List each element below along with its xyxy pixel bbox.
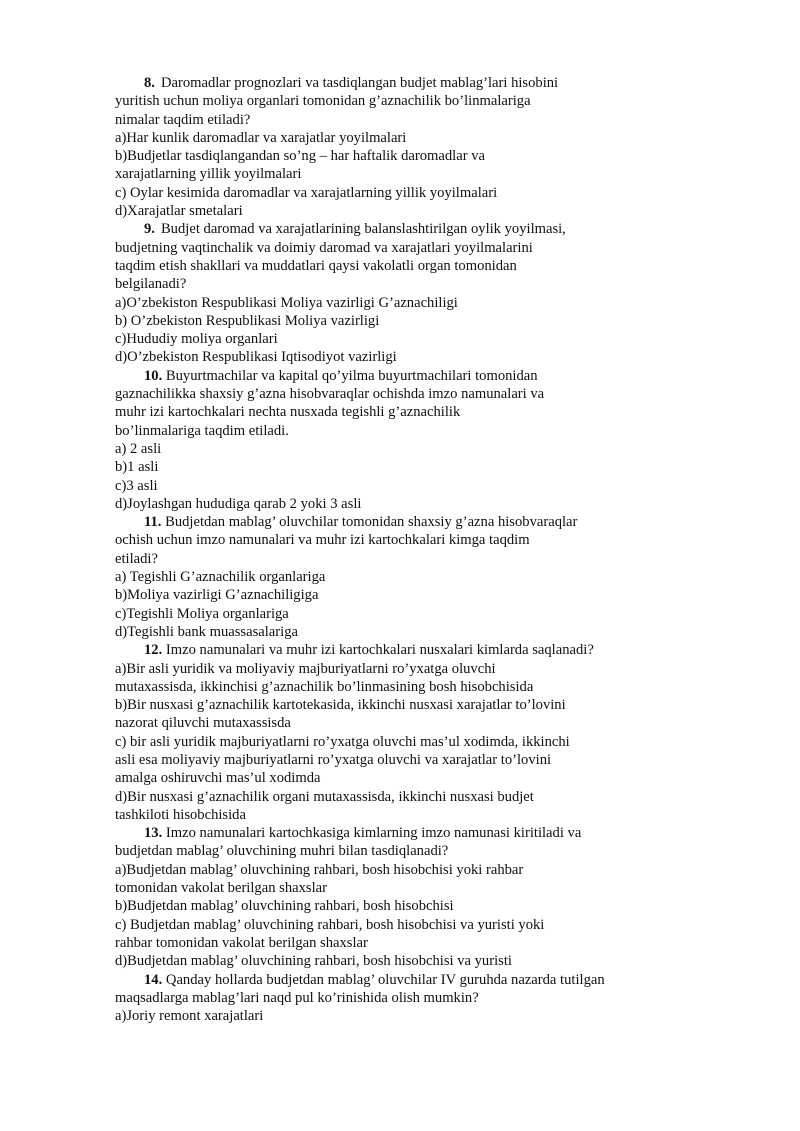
question-text: Qanday hollarda budjetdan mablag’ oluvchilar IV guruhda nazarda tutilgan [165, 971, 605, 988]
question-text-line: gaznachilikka shaxsiy g’azna hisobvaraqlar ochishda imzo namunalari va [115, 386, 545, 403]
answer-option-line: tomonidan vakolat berilgan shaxslar [115, 880, 327, 897]
answer-option-line: a)Har kunlik daromadlar va xarajatlar yoyilmalari [115, 129, 407, 146]
answer-option-line: xarajatlarning yillik yoyilmalari [115, 166, 302, 183]
answer-option-line: amalga oshiruvchi mas’ul xodimda [115, 770, 321, 787]
question-block [115, 74, 675, 220]
answer-option-line: c) bir asli yuridik majburiyatlarni ro’yxatga oluvchi mas’ul xodimda, ikkinchi [115, 733, 570, 750]
question-text: Daromadlar prognozlari va tasdiqlangan budjet mablag’lari hisobini [160, 75, 559, 91]
answer-option-line: c)Hududiy moliya organlari [115, 331, 278, 348]
question-number: 12. [144, 642, 163, 659]
answer-option-line: b)1 asli [115, 459, 159, 476]
question-text: Budjetdan mablag’ oluvchilar tomonidan shaxsiy g’azna hisobvaraqlar [165, 514, 578, 531]
question-first-line [115, 367, 675, 385]
question-text-line: budjetdan mablag’ oluvchining muhri bilan tasdiqlanadi? [115, 843, 449, 860]
question-text-line: belgilanadi? [115, 276, 187, 293]
question-block [115, 220, 675, 366]
answer-option-line: b)Moliya vazirligi G’aznachiligiga [115, 587, 319, 604]
answer-option-line: rahbar tomonidan vakolat berilgan shaxslar [115, 934, 368, 951]
answer-option-line: c) Oylar kesimida daromadlar va xarajatlarning yillik yoyilmalari [115, 184, 498, 201]
question-block [115, 971, 675, 1026]
answer-option-line: d)Joylashgan hududiga qarab 2 yoki 3 asli [115, 495, 362, 512]
answer-option-line: d)O’zbekiston Respublikasi Iqtisodiyot vazirligi [115, 349, 397, 366]
question-first-line [115, 824, 675, 842]
answer-option-line: b) O’zbekiston Respublikasi Moliya vazirligi [115, 312, 380, 329]
question-text-line: budjetning vaqtinchalik va doimiy daromad va xarajatlari yoyilmalarini [115, 239, 533, 256]
answer-option-line: c)3 asli [115, 477, 158, 494]
question-block [115, 824, 675, 970]
question-text-line: etiladi? [115, 550, 158, 567]
answer-option-line: c) Budjetdan mablag’ oluvchining rahbari, bosh hisobchisi va yuristi yoki [115, 916, 545, 933]
question-text-line: yuritish uchun moliya organlari tomonidan g’aznachilik bo’linmalariga [115, 93, 531, 110]
question-block [115, 513, 675, 641]
question-text-line: muhr izi kartochkalari nechta nusxada tegishli g’aznachilik [115, 404, 461, 421]
question-text: Imzo namunalari va muhr izi kartochkalari nusxalari kimlarda saqlanadi? [165, 642, 594, 659]
answer-option-line: d)Budjetdan mablag’ oluvchining rahbari, bosh hisobchisi va yuristi [115, 953, 512, 970]
answer-option-line: mutaxassisda, ikkinchisi g’aznachilik bo’linmasining bosh hisobchisida [115, 678, 534, 695]
question-number: 8. [144, 75, 155, 91]
question-number: 13. [144, 825, 163, 842]
question-first-line [115, 513, 675, 531]
question-number: 14. [144, 971, 163, 988]
question-text-line: maqsadlarga mablag’lari naqd pul ko’rinishida olish mumkin? [115, 989, 479, 1006]
answer-option-line: a)O’zbekiston Respublikasi Moliya vazirligi G’aznachiligi [115, 294, 458, 311]
question-first-line [115, 74, 675, 92]
answer-option-line: a)Budjetdan mablag’ oluvchining rahbari, bosh hisobchisi yoki rahbar [115, 861, 524, 878]
question-first-line [115, 971, 675, 989]
question-text-line: nimalar taqdim etiladi? [115, 111, 251, 128]
answer-option-line: asli esa moliyaviy majburiyatlarni ro’yxatga oluvchi va xarajatlar to’lovini [115, 751, 552, 768]
answer-option-line: b)Budjetlar tasdiqlangandan so’ng – har haftalik daromadlar va [115, 148, 485, 165]
question-text-line: ochish uchun imzo namunalari va muhr izi kartochkalari kimga taqdim [115, 532, 530, 549]
answer-option-line: a)Joriy remont xarajatlari [115, 1008, 264, 1025]
question-text: Budjet daromad va xarajatlarining balanslashtirilgan oylik yoyilmasi, [160, 221, 566, 238]
question-text-line: bo’linmalariga taqdim etiladi. [115, 422, 289, 439]
question-block [115, 641, 675, 824]
answer-option-line: c)Tegishli Moliya organlariga [115, 605, 289, 622]
question-text: Buyurtmachilar va kapital qo’yilma buyurtmachilari tomonidan [165, 367, 538, 384]
answer-option-line: nazorat qiluvchi mutaxassisda [115, 715, 291, 732]
question-text-line: taqdim etish shakllari va muddatlari qaysi vakolatli organ tomonidan [115, 257, 517, 274]
question-text: Imzo namunalari kartochkasiga kimlarning imzo namunasi kiritiladi va [165, 825, 582, 842]
question-first-line [115, 220, 675, 238]
answer-option-line: a) Tegishli G’aznachilik organlariga [115, 569, 326, 586]
answer-option-line: d)Xarajatlar smetalari [115, 203, 243, 220]
answer-option-line: tashkiloti hisobchisida [115, 806, 246, 823]
answer-option-line: b)Budjetdan mablag’ oluvchining rahbari, bosh hisobchisi [115, 898, 454, 915]
answer-option-line: a) 2 asli [115, 440, 162, 457]
question-number: 11. [144, 514, 162, 531]
question-block [115, 367, 675, 513]
question-number: 9. [144, 221, 155, 238]
answer-option-line: a)Bir asli yuridik va moliyaviy majburiyatlarni ro’yxatga oluvchi [115, 660, 496, 677]
question-number: 10. [144, 367, 163, 384]
answer-option-line: d)Bir nusxasi g’aznachilik organi mutaxassisda, ikkinchi nusxasi budjet [115, 788, 534, 805]
question-first-line [115, 641, 675, 659]
document-page [115, 74, 675, 1025]
answer-option-line: d)Tegishli bank muassasalariga [115, 623, 298, 640]
answer-option-line: b)Bir nusxasi g’aznachilik kartotekasida, ikkinchi nusxasi xarajatlar to’lovini [115, 697, 566, 714]
